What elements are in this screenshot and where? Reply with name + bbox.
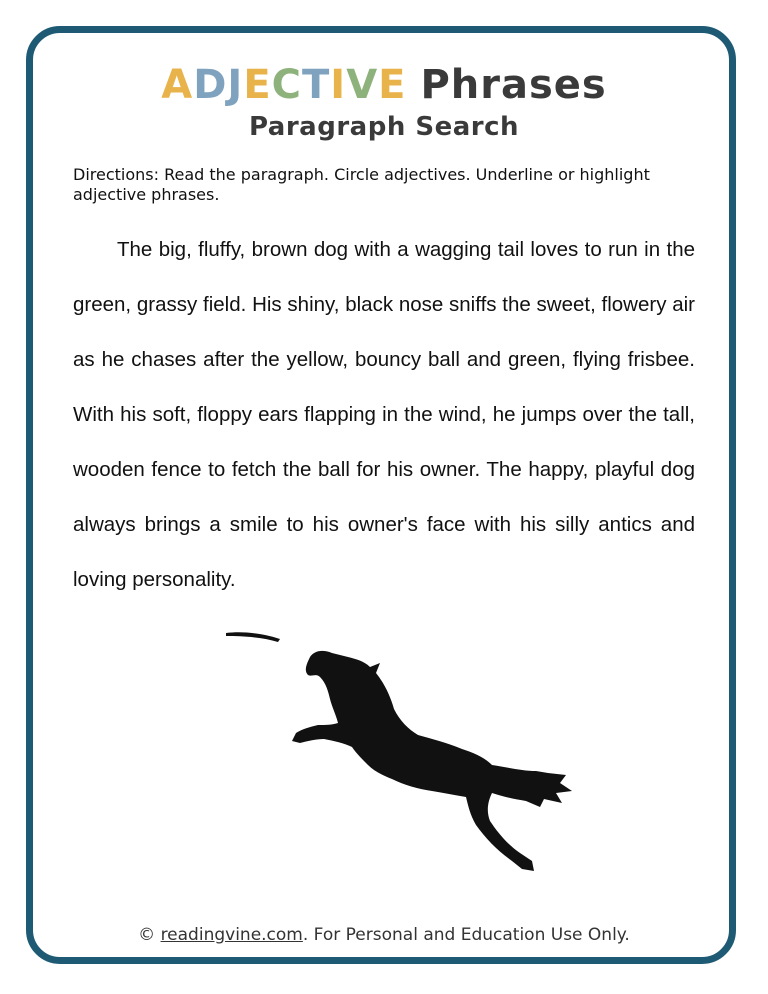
page-title	[0, 62, 768, 108]
title-letter: C	[271, 62, 302, 108]
title-letter: J	[227, 62, 244, 108]
copyright-text: ©	[138, 925, 161, 945]
title-letter: E	[378, 62, 407, 108]
title-letter: A	[161, 62, 194, 108]
story-paragraph: The big, fluffy, brown dog with a wagging tail loves to run in the green, grassy field. His shiny, black nose sniffs the sweet, flowery air as he chases after the yellow, bouncy ball and green, flying frisbee. With his soft, floppy ears flapping in the wind, he jumps over the tall, wooden fence to fetch the ball for his owner. The happy, playful dog always brings a smile to his owner's face with his silly antics and loving personality.	[73, 238, 695, 591]
title-letter: D	[193, 62, 228, 108]
directions-text: Directions: Read the paragraph. Circle adjectives. Underline or highlight adjective phrases.	[73, 165, 650, 204]
usage-note: . For Personal and Education Use Only.	[302, 925, 630, 945]
page-subtitle: Paragraph Search	[248, 112, 520, 142]
site-link[interactable]: readingvine.com	[160, 925, 303, 945]
title-word-phrases: Phrases	[420, 62, 607, 108]
frisbee-icon	[226, 632, 280, 642]
footer	[0, 925, 768, 945]
dog-silhouette-icon	[292, 651, 572, 871]
dog-frisbee-illustration	[222, 625, 582, 875]
title-letter: V	[346, 62, 379, 108]
title-letter: T	[302, 62, 331, 108]
title-letter: I	[330, 62, 347, 108]
title-word-colored	[161, 62, 406, 108]
title-letter: E	[243, 62, 272, 108]
